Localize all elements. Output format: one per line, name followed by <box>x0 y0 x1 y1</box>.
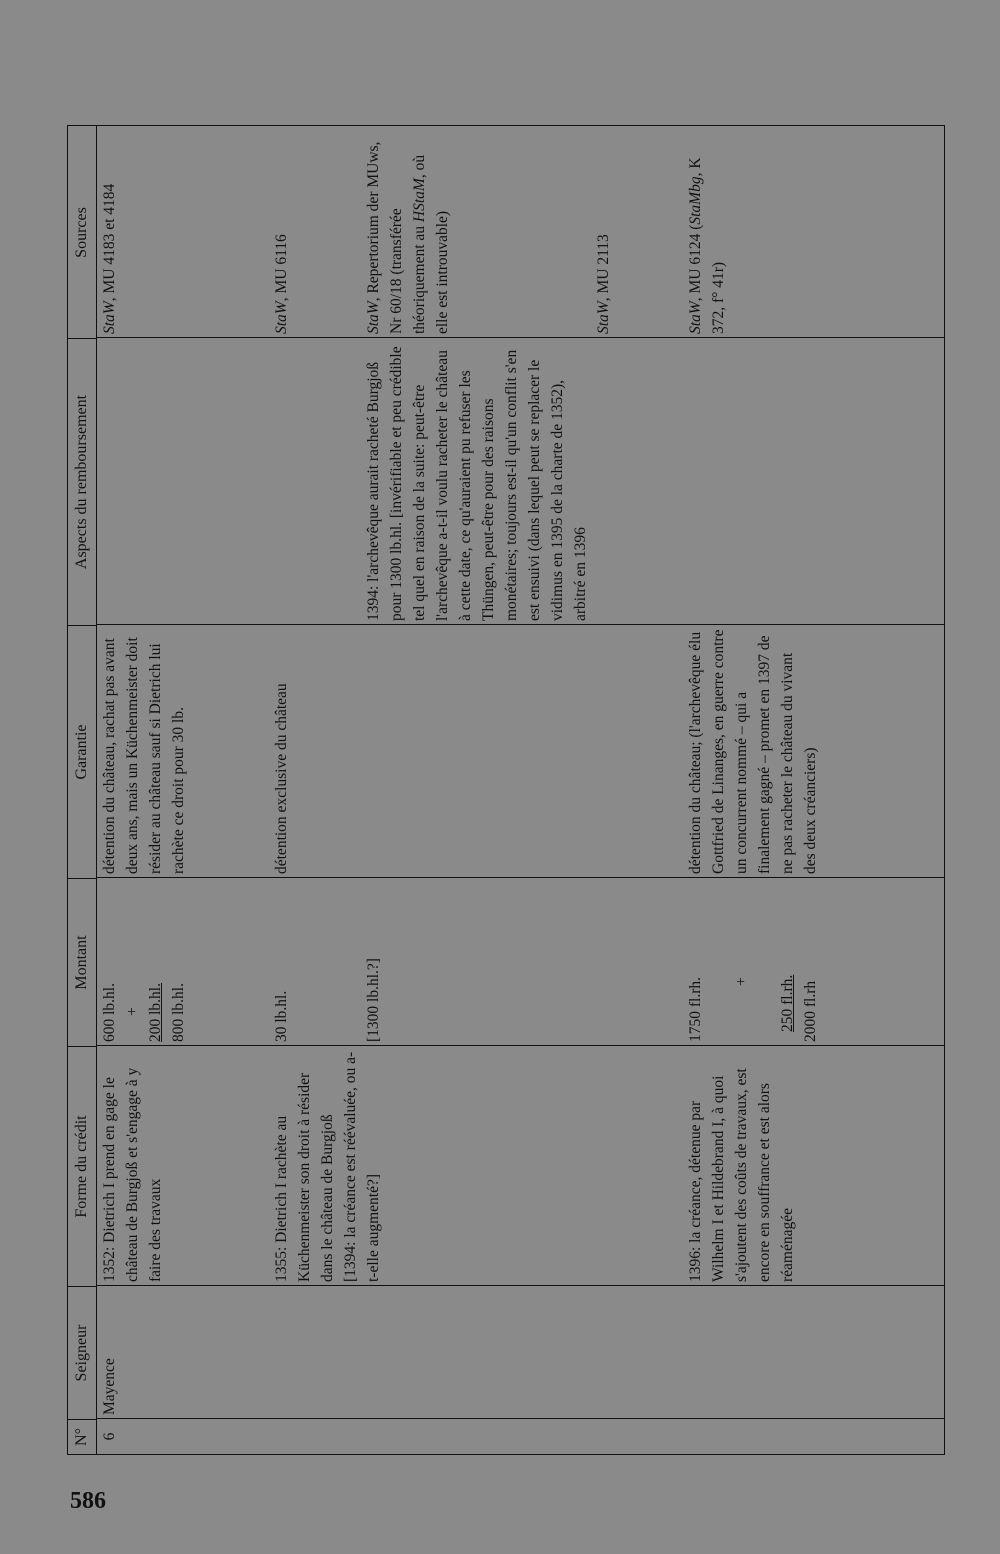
entry1-sources <box>98 127 121 338</box>
source-ref: , MU 2113 <box>595 234 612 302</box>
column-divider <box>96 1285 944 1286</box>
entry2-montant-note: [1300 lb.hl.?] <box>365 958 382 1042</box>
source-ref: , MU 4183 et 4184 <box>101 183 118 302</box>
table-frame <box>67 125 945 1455</box>
entry2-sources <box>270 127 293 338</box>
entry1-montant-line: 200 lb.hl. <box>147 983 164 1042</box>
entry3-montant-plus: + <box>733 977 750 986</box>
source-ref: , MU 6124 ( <box>687 224 704 302</box>
row-seigneur: Mayence <box>101 1358 118 1415</box>
archive-abbrev: StaMbg <box>687 176 704 225</box>
page-number: 586 <box>70 1488 106 1514</box>
header-montant: Montant <box>68 878 96 1046</box>
entry1-montant <box>98 878 190 1046</box>
archive-abbrev: StaW <box>273 301 290 334</box>
archive-abbrev: HStaM <box>411 178 428 223</box>
entry1-forme: 1352: Dietrich I prend en gage le château de Burgjoß et s'engage à y faire des travaux <box>101 1067 164 1282</box>
entry1-montant-plus: + <box>124 1007 141 1016</box>
entry3-montant-line: 1750 fl.rh. <box>687 976 704 1042</box>
row-number: 6 <box>101 1432 118 1441</box>
header-no: N° <box>68 1419 96 1454</box>
entry2-aspects: 1394: l'archevêque aurait racheté Burgjoß pour 1300 lb.hl. [invérifiable et peu crédible tel quel en raison de la suite: peut-être l'archevêque a-t-il voulu racheter le château à cette date, ce qu'auraient pu refuser les Thüngen, peut-être pour des raisons monétaires; toujours est-il qu'un conflit s'en est ensuivi (dans lequel peut se replacer le vidimus en 1395 de la charte de 1352), arbitré en 1396 <box>365 346 589 621</box>
entry2-montant: 30 lb.hl. <box>273 990 290 1042</box>
entry3-sources <box>684 127 730 338</box>
entry3-montant-line: 250 fl.rh. <box>779 974 796 1032</box>
column-divider <box>96 1418 944 1419</box>
entry2-forme-text: 1355: Dietrich I rachète au Küchenmeister son droit à résider dans le château de Burgjoß <box>273 1072 336 1282</box>
entry2-sources-note <box>362 127 454 338</box>
entry1-montant-total: 800 lb.hl. <box>170 983 187 1042</box>
archive-abbrev: StaW <box>595 301 612 334</box>
entry2-forme <box>270 1046 385 1286</box>
archive-abbrev: StaW <box>365 301 382 334</box>
entry1-montant-line: 600 lb.hl. <box>101 983 118 1042</box>
source-ref: , où elle est introuvable) <box>411 154 451 334</box>
entry2-forme-note: [1394: la créance est réévaluée, ou a-t-elle augmenté?] <box>342 1051 382 1282</box>
source-ref: , Repertorium der MUws, Nr 60/18 (transférée théoriquement au <box>365 141 428 334</box>
header-aspects: Aspects du remboursement <box>68 338 96 625</box>
header-seigneur: Seigneur <box>68 1286 96 1419</box>
entry3-garantie: détention du château; (l'archevêque élu Gottfried de Linanges, en guerre contre un concurrent nommé – qui a finalement gagné – promet en 1397 de ne pas racheter le château du vivant des deux créanciers) <box>687 629 819 874</box>
header-forme: Forme du crédit <box>68 1046 96 1286</box>
source-ref: , K 372, f° 41r) <box>687 157 727 334</box>
archive-abbrev: StaW <box>101 301 118 334</box>
entry1-garantie: détention du château, rachat pas avant deux ans, mais un Küchenmeister doit résider au château sauf si Dietrich lui rachète ce droit pour 30 lb. <box>101 637 187 874</box>
entry2-sources-vidimus <box>592 127 615 338</box>
header-sources: Sources <box>73 207 90 258</box>
header-garantie: Garantie <box>68 625 96 878</box>
entry2-garantie: détention exclusive du château <box>273 683 290 874</box>
source-ref: , MU 6116 <box>273 234 290 302</box>
table-header-row <box>68 126 97 1454</box>
entry3-montant-total: 2000 fl.rh <box>802 980 819 1042</box>
entry3-montant <box>684 878 822 1046</box>
entry3-forme: 1396: la créance, détenue par Wilhelm I et Hildebrand I, à quoi s'ajoutent des coûts de travaux, est encore en souffrance et est alors réaménagée <box>687 1068 796 1282</box>
credit-table <box>67 125 945 1455</box>
archive-abbrev: StaW <box>687 301 704 334</box>
